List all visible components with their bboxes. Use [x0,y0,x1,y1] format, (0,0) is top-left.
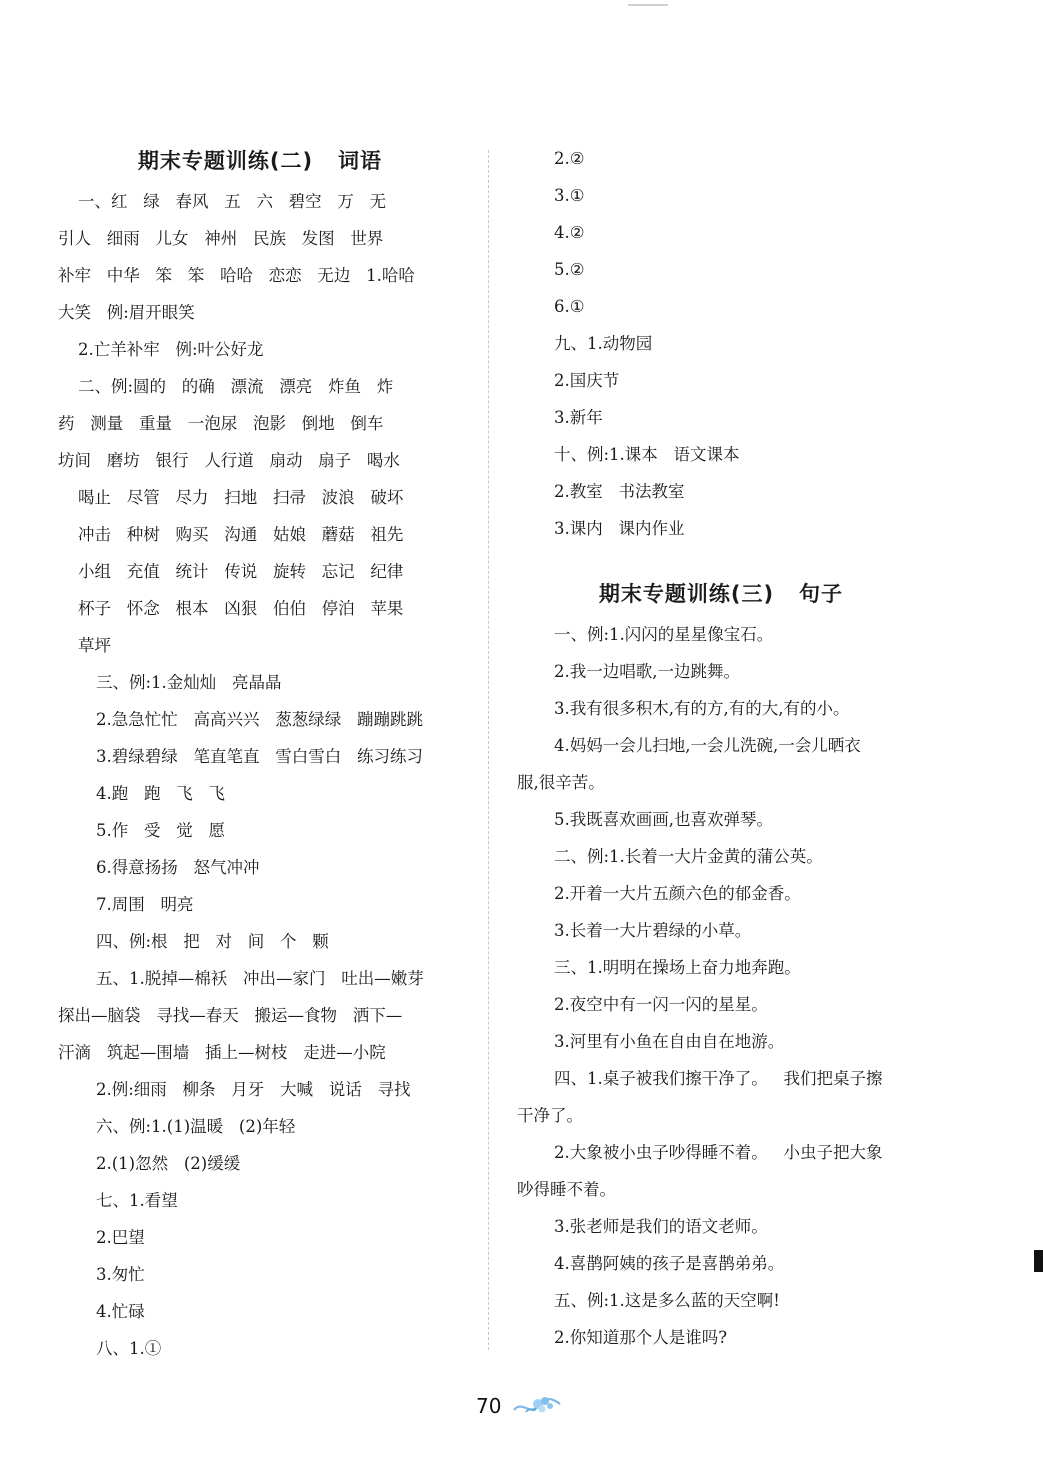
answer-line: 6.得意扬扬 怒气冲冲 [96,858,260,877]
column-divider [488,150,489,1350]
answer-line: 2.② [554,149,585,168]
answer-line: 2.(1)忽然 (2)缓缓 [96,1154,241,1173]
left-column [58,140,462,1367]
answer-line: 3.我有很多积木,有的方,有的大,有的小。 [554,699,850,718]
answer-line: 2.你知道那个人是谁吗? [554,1328,728,1347]
answer-line: 2.巴望 [96,1228,145,1247]
answer-line: 小组 充值 统计 传说 旋转 忘记 纪律 [78,562,404,581]
answer-line: 2.开着一大片五颜六色的郁金香。 [554,884,801,903]
answer-line: 引人 细雨 儿女 神州 民族 发图 世界 [58,229,384,248]
answer-line: 补牢 中华 笨 笨 哈哈 恋恋 无边 1.哈哈 [58,266,415,285]
answer-line: 大笑 例:眉开眼笑 [58,303,195,322]
answer-line: 2.我一边唱歌,一边跳舞。 [554,662,740,681]
answer-line: 四、例:根 把 对 间 个 颗 [96,932,329,951]
answer-line: 5.作 受 觉 愿 [96,821,225,840]
answer-line: 九、1.动物园 [554,334,653,353]
answer-line: 4.② [554,223,585,242]
answer-line: 六、例:1.(1)温暖 (2)年轻 [96,1117,296,1136]
answer-line: 2.国庆节 [554,371,620,390]
answer-line: 4.跑 跑 飞 飞 [96,784,225,803]
answer-line: 7.周围 明亮 [96,895,194,914]
answer-line: 2.急急忙忙 高高兴兴 葱葱绿绿 蹦蹦跳跳 [96,710,423,729]
answer-line: 3.① [554,186,585,205]
answer-line: 三、1.明明在操场上奋力地奔跑。 [554,958,801,977]
answer-line: 五、例:1.这是多么蓝的天空啊! [554,1291,780,1310]
answer-line: 二、例:1.长着一大片金黄的蒲公英。 [554,847,823,866]
answer-line: 2.大象被小虫子吵得睡不着。 小虫子把大象 [554,1143,883,1162]
answer-line: 干净了。 [517,1106,583,1125]
answer-line: 一、例:1.闪闪的星星像宝石。 [554,625,774,644]
page-number: 70 [476,1394,502,1418]
answer-line: 4.喜鹊阿姨的孩子是喜鹊弟弟。 [554,1254,785,1273]
answer-line: 草坪 [78,636,111,655]
answer-line: 五、1.脱掉—棉袄 冲出—家门 吐出—嫩芽 [96,969,424,988]
answer-line: 冲击 种树 购买 沟通 姑娘 蘑菇 祖先 [78,525,404,544]
edge-mark [1034,1250,1043,1272]
answer-line: 吵得睡不着。 [517,1180,616,1199]
answer-line: 6.① [554,297,585,316]
answer-line: 3.张老师是我们的语文老师。 [554,1217,768,1236]
answer-line: 杯子 怀念 根本 凶狠 伯伯 停泊 苹果 [78,599,404,618]
answer-line: 一、红 绿 春风 五 六 碧空 万 无 [78,192,387,211]
answer-line: 三、例:1.金灿灿 亮晶晶 [96,673,282,692]
answer-line: 二、例:圆的 的确 漂流 漂亮 炸鱼 炸 [78,377,394,396]
flower-swirl-icon [512,1392,562,1420]
answer-line: 3.碧绿碧绿 笔直笔直 雪白雪白 练习练习 [96,747,423,766]
top-edge-mark [628,0,668,6]
answer-line: 十、例:1.课本 语文课本 [554,445,740,464]
answer-line: 4.妈妈一会儿扫地,一会儿洗碗,一会儿晒衣 [554,736,861,755]
answer-line: 服,很辛苦。 [517,773,605,792]
answer-line: 八、1.① [96,1339,162,1358]
section-title-words: 期末专题训练(二) 词语 [137,149,383,173]
answer-line: 3.长着一大片碧绿的小草。 [554,921,752,940]
answer-line: 喝止 尽管 尽力 扫地 扫帚 波浪 破坏 [78,488,404,507]
answer-line: 2.夜空中有一闪一闪的星星。 [554,995,768,1014]
answer-line: 3.新年 [554,408,603,427]
answer-line: 药 测量 重量 一泡尿 泡影 倒地 倒车 [58,414,384,433]
answer-line: 探出—脑袋 寻找—春天 搬运—食物 洒下— [58,1006,403,1025]
answer-line: 5.我既喜欢画画,也喜欢弹琴。 [554,810,773,829]
answer-line: 3.匆忙 [96,1265,145,1284]
answer-line: 2.教室 书法教室 [554,482,685,501]
answer-line: 2.例:细雨 柳条 月牙 大喊 说话 寻找 [96,1080,411,1099]
answer-line: 5.② [554,260,585,279]
answer-line: 4.忙碌 [96,1302,145,1321]
right-column [517,140,925,1356]
section-title-sentences: 期末专题训练(三) 句子 [598,582,844,606]
answer-line: 坊间 磨坊 银行 人行道 扇动 扇子 喝水 [58,451,400,470]
answer-line: 四、1.桌子被我们擦干净了。 我们把桌子擦 [554,1069,883,1088]
answer-line: 2.亡羊补牢 例:叶公好龙 [78,340,264,359]
answer-line: 汗滴 筑起—围墙 插上—树枝 走进—小院 [58,1043,386,1062]
answer-line: 3.河里有小鱼在自由自在地游。 [554,1032,785,1051]
answer-line: 3.课内 课内作业 [554,519,685,538]
answer-line: 七、1.看望 [96,1191,178,1210]
